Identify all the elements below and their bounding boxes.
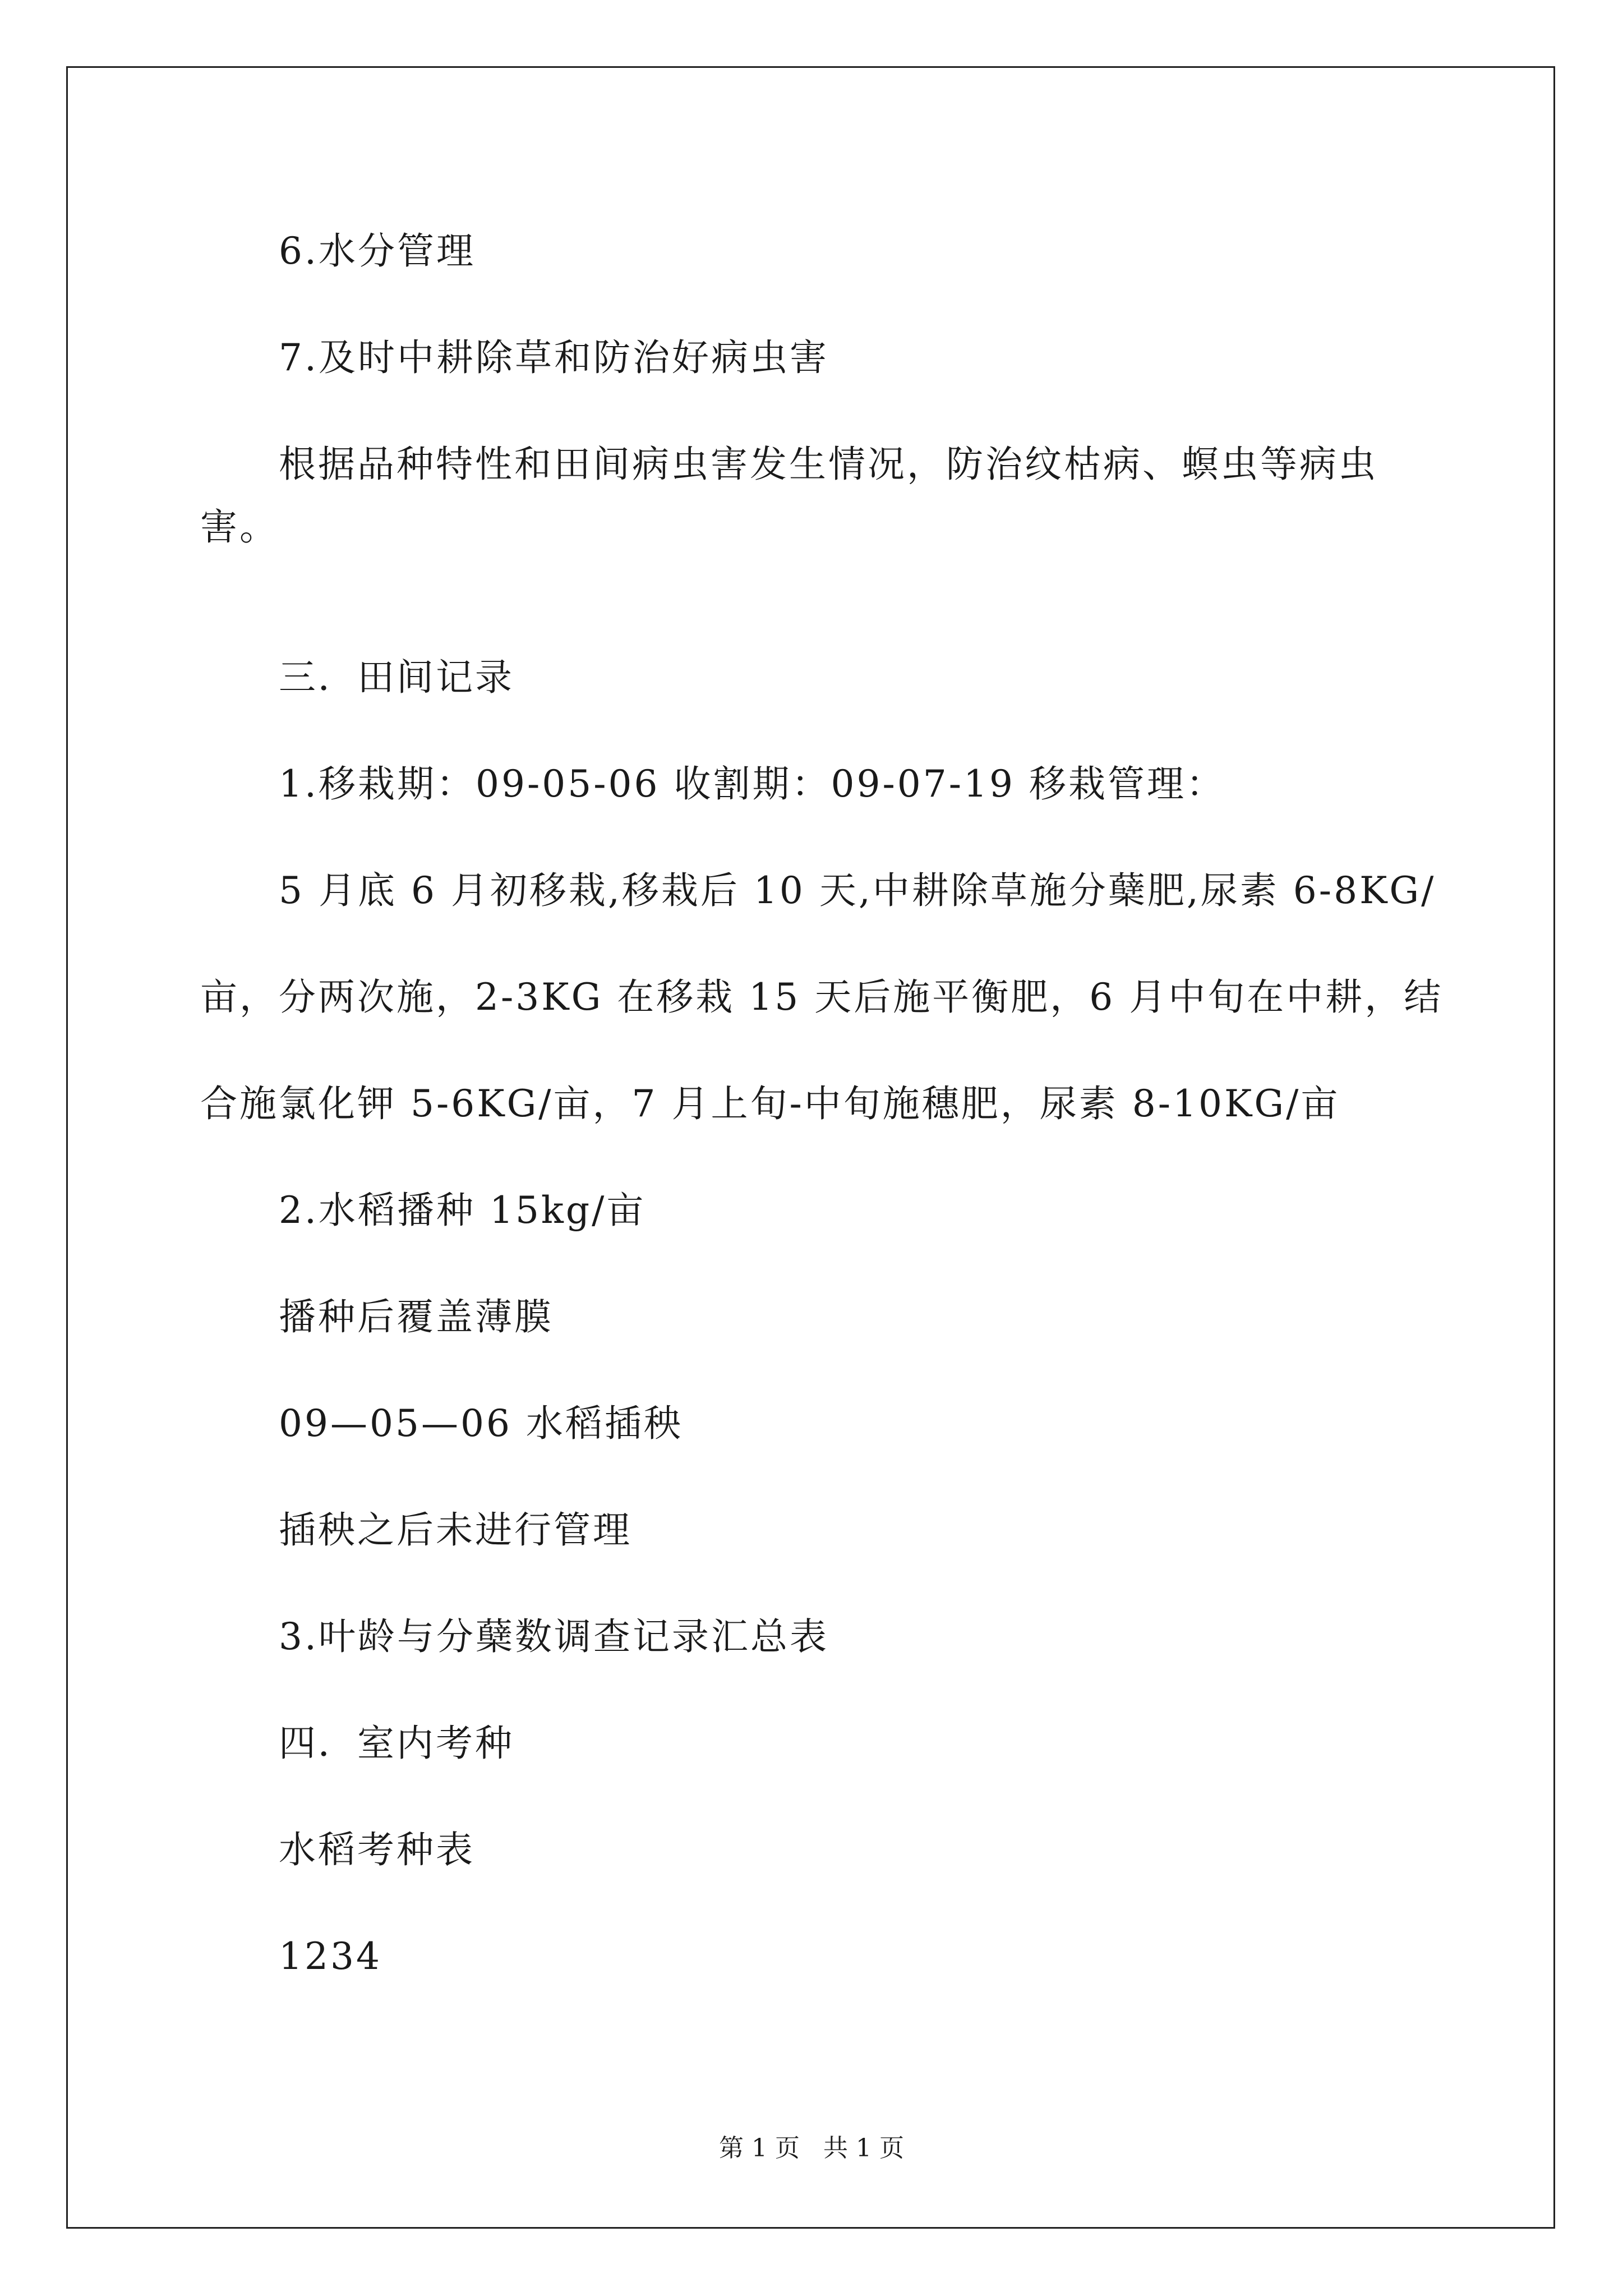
paragraph-line: 3.叶龄与分蘖数调查记录汇总表 [279, 1615, 829, 1658]
paragraph-line: 1234 [279, 1935, 382, 1978]
paragraph-line: 2.水稻播种 15kg/亩 [279, 1189, 646, 1232]
paragraph-line: 播种后覆盖薄膜 [279, 1295, 554, 1338]
paragraph-line: 水稻考种表 [279, 1828, 475, 1871]
section-heading-field-records: 三．田间记录 [279, 656, 514, 699]
paragraph-line: 1.移栽期：09-05-06 收割期：09-07-19 移栽管理： [279, 762, 1226, 806]
paragraph-line: 亩，分两次施，2-3KG 在移栽 15 天后施平衡肥，6 月中旬在中耕，结 [200, 976, 1444, 1019]
section-heading-weeding-pest-control: 7.及时中耕除草和防治好病虫害 [279, 336, 829, 379]
section-heading-indoor-seed-test: 四．室内考种 [279, 1722, 514, 1765]
paragraph-line: 害。 [200, 505, 279, 549]
section-heading-water-management: 6.水分管理 [279, 229, 476, 273]
paragraph-line: 插秧之后未进行管理 [279, 1508, 632, 1552]
paragraph-line: 合施氯化钾 5-6KG/亩，7 月上旬-中旬施穗肥，尿素 8-10KG/亩 [200, 1082, 1340, 1125]
paragraph-line: 根据品种特性和田间病虫害发生情况，防治纹枯病、螟虫等病虫 [279, 443, 1378, 486]
paragraph-line: 09—05—06 水稻插秧 [279, 1402, 683, 1445]
paragraph-line: 5 月底 6 月初移栽,移栽后 10 天,中耕除草施分蘖肥,尿素 6-8KG/ [279, 869, 1436, 912]
page-border [66, 66, 1555, 2229]
page-footer: 第 1 页 共 1 页 [719, 2134, 904, 2162]
